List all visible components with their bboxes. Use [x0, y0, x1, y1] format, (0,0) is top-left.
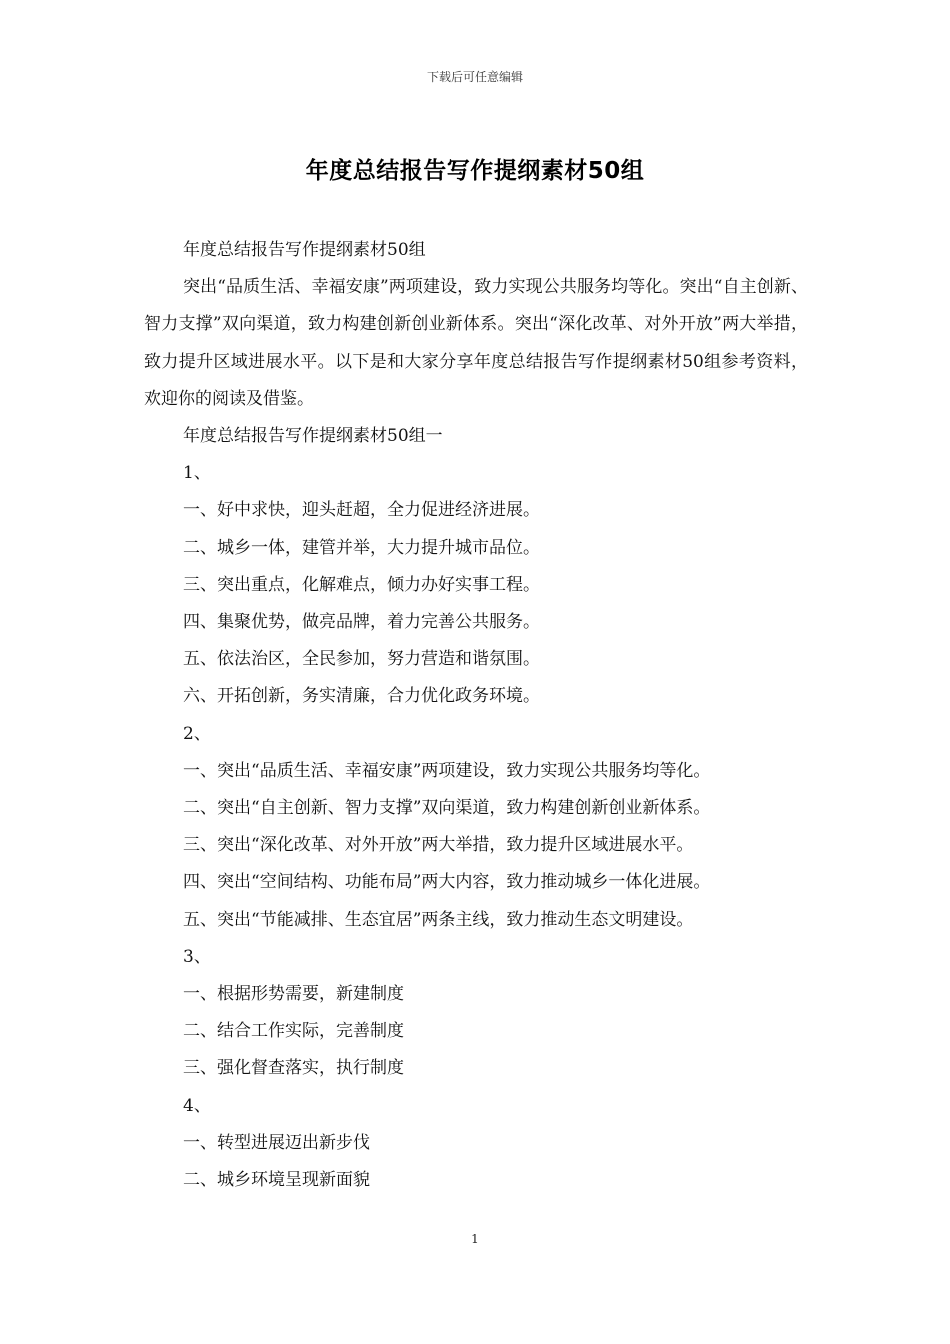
- paragraph: 年度总结报告写作提纲素材50组: [183, 240, 426, 260]
- document-title: 年度总结报告写作提纲素材50组: [305, 158, 645, 184]
- list-item: 二、城乡一体，建管并举，大力提升城市品位。: [183, 537, 540, 558]
- list-item: 三、强化督查落实，执行制度: [183, 1058, 404, 1079]
- list-item: 二、城乡环境呈现新面貌: [183, 1170, 370, 1191]
- list-item: 一、突出“品质生活、幸福安康”两项建设，致力实现公共服务均等化。: [183, 760, 711, 781]
- section-number: 2、: [183, 723, 211, 744]
- list-item: 一、转型进展迈出新步伐: [183, 1132, 370, 1153]
- section-number: 4、: [183, 1095, 211, 1116]
- list-item: 四、突出“空间结构、功能布局”两大内容，致力推动城乡一体化进展。: [183, 872, 711, 893]
- list-item: 一、根据形势需要，新建制度: [183, 984, 404, 1005]
- header-note: 下载后可任意编辑: [426, 70, 523, 84]
- list-item: 五、突出“节能减排、生态宜居”两条主线，致力推动生态文明建设。: [183, 909, 694, 930]
- paragraph: 突出“品质生活、幸福安康”两项建设，致力实现公共服务均等化。突出“自主创新、智力支撑”双向渠道，致力构建创新创业新体系。突出“深化改革、对外开放”两大举措，致力提升区域进展水平。以下是和大家分享年度总结报告写作提纲素材50组参考资料，欢迎你的阅读及借鉴。: [144, 277, 808, 409]
- list-item: 五、依法治区，全民参加，努力营造和谐氛围。: [183, 649, 540, 670]
- list-item: 三、突出重点，化解难点，倾力办好实事工程。: [183, 574, 540, 595]
- paragraph: 年度总结报告写作提纲素材50组一: [183, 426, 443, 447]
- document-body: [144, 232, 808, 1199]
- list-item: 六、开拓创新，务实清廉，合力优化政务环境。: [183, 686, 540, 707]
- section-number: 1、: [183, 463, 211, 484]
- list-item: 四、集聚优势，做亮品牌，着力完善公共服务。: [183, 612, 540, 633]
- list-item: 三、突出“深化改革、对外开放”两大举措，致力提升区域进展水平。: [183, 835, 694, 856]
- list-item: 二、结合工作实际，完善制度: [183, 1021, 404, 1042]
- list-item: 二、突出“自主创新、智力支撑”双向渠道，致力构建创新创业新体系。: [183, 798, 711, 819]
- list-item: 一、好中求快，迎头赶超，全力促进经济进展。: [183, 500, 540, 521]
- section-number: 3、: [183, 946, 211, 967]
- page-number: 1: [471, 1232, 479, 1246]
